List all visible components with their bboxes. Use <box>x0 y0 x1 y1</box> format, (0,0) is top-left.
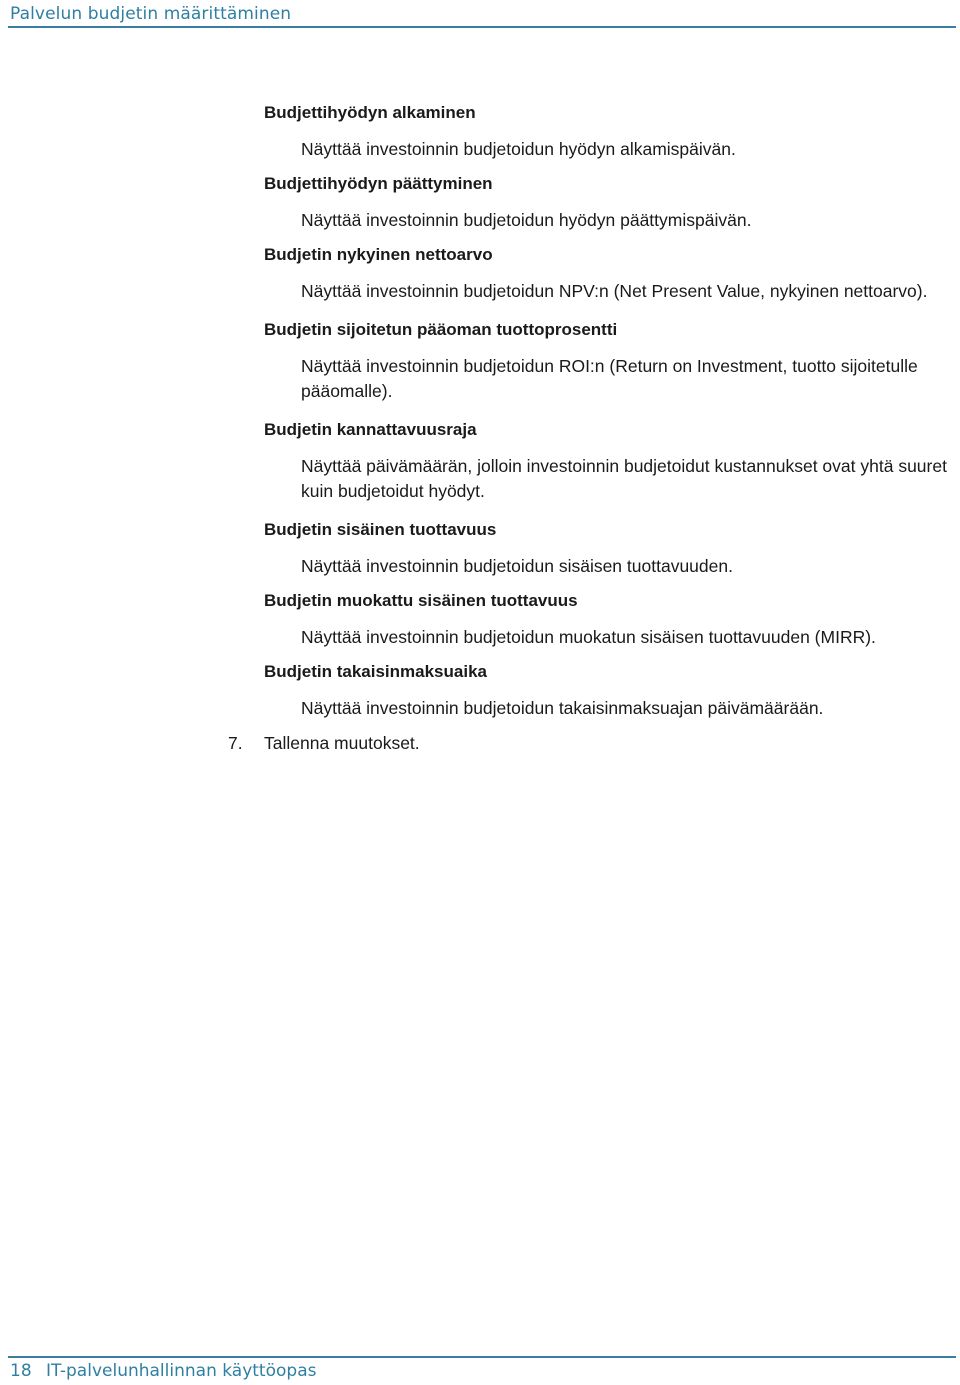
desc-budget-mirr: Näyttää investoinnin budjetoidun muokatun sisäisen tuottavuuden (MIRR). <box>301 627 876 647</box>
term-budget-mirr: Budjetin muokattu sisäinen tuottavuus <box>264 591 578 610</box>
definition-list <box>228 101 954 755</box>
term-budget-npv: Budjetin nykyinen nettoarvo <box>264 245 493 264</box>
desc-budget-payback: Näyttää investoinnin budjetoidun takaisinmaksuajan päivämäärään. <box>301 698 824 718</box>
page-number: 18 <box>10 1361 32 1381</box>
step-number: 7. <box>228 733 243 753</box>
desc-budget-roi: Näyttää investoinnin budjetoidun ROI:n (Return on Investment, tuotto sijoitetulle pääomalle). <box>301 356 918 401</box>
footer-divider <box>8 1356 956 1358</box>
term-budget-roi: Budjetin sijoitetun pääoman tuottoprosentti <box>264 320 618 339</box>
desc-budget-break-even: Näyttää päivämäärän, jolloin investoinnin budjetoidut kustannukset ovat yhtä suuret kuin budjetoidut hyödyt. <box>301 456 947 501</box>
term-budget-benefit-end: Budjettihyödyn päättyminen <box>264 174 493 193</box>
term-budget-payback: Budjetin takaisinmaksuaika <box>264 662 487 681</box>
term-budget-break-even: Budjetin kannattavuusraja <box>264 420 477 439</box>
desc-budget-irr: Näyttää investoinnin budjetoidun sisäisen tuottavuuden. <box>301 556 733 576</box>
step-save-changes <box>228 731 954 755</box>
term-budget-irr: Budjetin sisäinen tuottavuus <box>264 520 497 539</box>
page-footer <box>10 1361 316 1381</box>
desc-budget-npv: Näyttää investoinnin budjetoidun NPV:n (Net Present Value, nykyinen nettoarvo). <box>301 281 928 301</box>
desc-budget-benefit-end: Näyttää investoinnin budjetoidun hyödyn päättymispäivän. <box>301 210 752 230</box>
header-divider <box>8 26 956 28</box>
book-title: IT-palvelunhallinnan käyttöopas <box>46 1361 317 1381</box>
step-text: Tallenna muutokset. <box>264 733 420 753</box>
desc-budget-benefit-start: Näyttää investoinnin budjetoidun hyödyn alkamispäivän. <box>301 139 736 159</box>
term-budget-benefit-start: Budjettihyödyn alkaminen <box>264 103 476 122</box>
running-header: Palvelun budjetin määrittäminen <box>10 4 292 24</box>
